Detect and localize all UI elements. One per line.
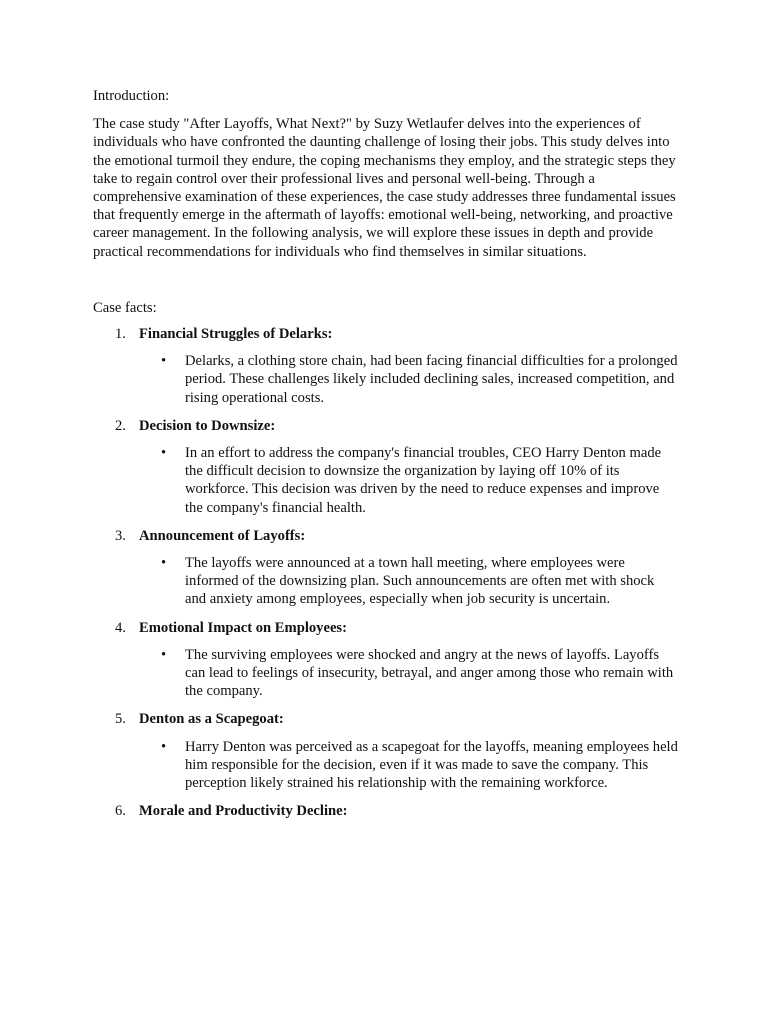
- list-item-number: 2.: [115, 417, 126, 434]
- list-item: [93, 619, 679, 701]
- list-item: [93, 802, 679, 820]
- bullet-icon: •: [161, 555, 167, 572]
- bullet-list: [93, 554, 679, 609]
- case-facts-heading: Case facts:: [93, 299, 157, 316]
- bullet-item: • Delarks, a clothing store chain, had been facing financial difficulties for a prolonged period. These challenges likely included declining sales, increased competition, and rising operational costs.: [161, 353, 678, 406]
- list-item-title: Denton as a Scapegoat:: [139, 711, 284, 728]
- bullet-icon: •: [161, 646, 167, 663]
- bullet-icon: •: [161, 353, 167, 370]
- list-item-title: Announcement of Layoffs:: [139, 527, 306, 544]
- bullet-list: [93, 444, 679, 517]
- bullet-item: • The layoffs were announced at a town hall meeting, where employees were informed of the downsizing plan. Such announcements are often met with shock and anxiety among employees, especially when job security is uncertain.: [161, 555, 655, 608]
- bullet-item: • Harry Denton was perceived as a scapegoat for the layoffs, meaning employees held him responsible for the decision, even if it was made to save the company. This perception likely strained his relationship with the remaining workforce.: [161, 738, 678, 792]
- list-item: [93, 527, 679, 609]
- list-item-title: Emotional Impact on Employees:: [139, 619, 347, 636]
- list-item-number: 1.: [115, 326, 126, 343]
- list-item-number: 4.: [115, 619, 126, 636]
- intro-paragraph: The case study "After Layoffs, What Next?" by Suzy Wetlaufer delves into the experiences of individuals who have confronted the daunting challenge of losing their jobs. This study delves into the emotional turmoil they endure, the coping mechanisms they employ, and the strategic steps they take to regain control over their professional lives and personal well-being. Through a comprehensive examination of these experiences, the case study addresses three fundamental issues that frequently emerge in the aftermath of layoffs: emotional well-being, networking, and proactive career management. In the following analysis, we will explore these issues in depth and provide practical recommendations for individuals who find themselves in similar situations.: [93, 116, 676, 260]
- list-item: [93, 325, 679, 407]
- list-item: [93, 710, 679, 792]
- bullet-item: • In an effort to address the company's financial troubles, CEO Harry Denton made the difficult decision to downsize the organization by laying off 10% of its workforce. This decision was driven by the need to reduce expenses and improve the company's financial health.: [161, 445, 662, 516]
- list-item-title: Financial Struggles of Delarks:: [139, 326, 333, 343]
- bullet-icon: •: [161, 738, 167, 755]
- intro-heading: Introduction:: [93, 88, 170, 104]
- list-item-title: Decision to Downsize:: [139, 417, 276, 434]
- list-item-number: 6.: [115, 803, 126, 820]
- list-item: [93, 417, 679, 517]
- bullet-list: [93, 738, 679, 793]
- bullet-list: [93, 352, 679, 407]
- list-item-title: Morale and Productivity Decline:: [139, 803, 348, 820]
- bullet-list: [93, 646, 679, 701]
- bullet-icon: •: [161, 445, 167, 462]
- list-item-number: 3.: [115, 527, 126, 544]
- list-item-number: 5.: [115, 711, 126, 728]
- document-content: [93, 87, 679, 821]
- bullet-item: • The surviving employees were shocked and angry at the news of layoffs. Layoffs can lead to feelings of insecurity, betrayal, and anger among those who remain with the company.: [161, 646, 674, 700]
- case-facts-list: [93, 325, 679, 820]
